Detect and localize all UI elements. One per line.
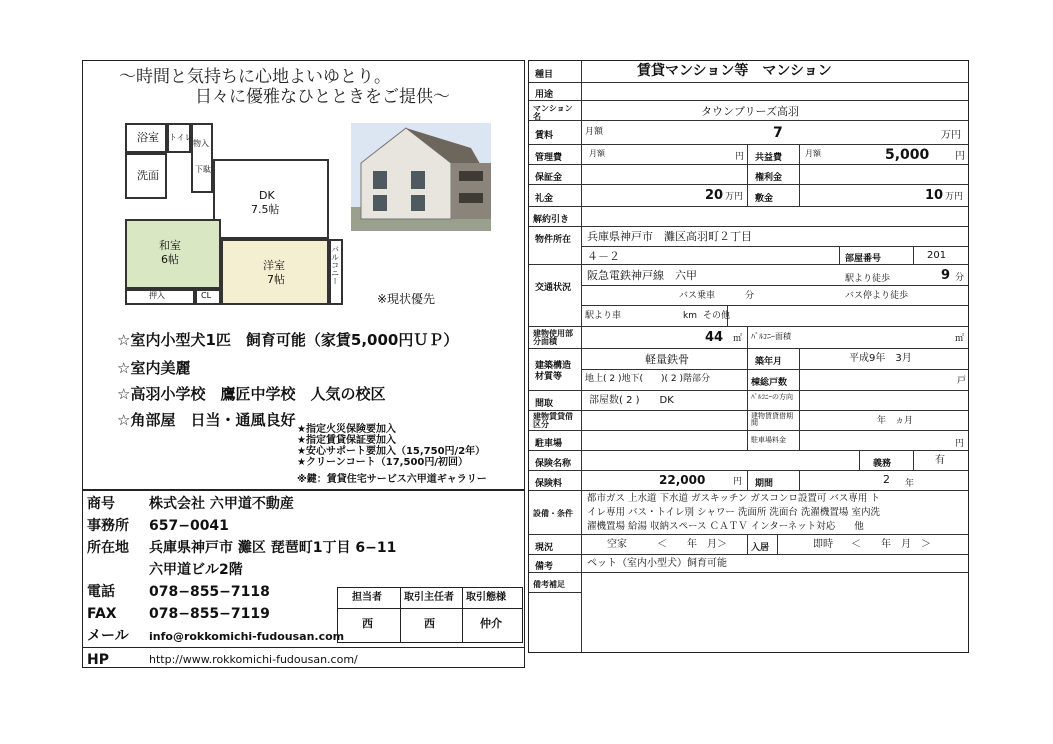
unit-shikikin: 万円 xyxy=(945,192,964,202)
value-equipment-2: イレ専用 バス・トイレ別 シャワー 洗面所 洗面台 洗濯機置場 室内洗 xyxy=(587,507,880,518)
label-equipment: 設備・条件 xyxy=(533,509,573,518)
label-supplement: 備考補足 xyxy=(533,580,565,589)
company-label-fax: FAX xyxy=(87,606,117,622)
unit-total-units: 戸 xyxy=(957,376,967,386)
plan-label-washitsu: 和室 xyxy=(159,239,181,252)
row-equipment xyxy=(529,491,968,535)
label-kanri: 管理費 xyxy=(535,153,563,163)
label-insurance-name: 保険名称 xyxy=(535,459,572,469)
plan-label-washroom: 洗面 xyxy=(137,169,159,182)
label-room: 部屋番号 xyxy=(845,254,882,264)
company-address: 兵庫県神戸市 灘区 琵琶町1丁目 6−11 xyxy=(149,540,397,556)
company-label-hp: HP xyxy=(87,652,109,668)
label-period: 期間 xyxy=(755,479,774,489)
row-youto xyxy=(529,83,968,101)
value-traffic: 阪急電鉄神戸線 六甲 xyxy=(587,269,697,282)
value-area: 44 xyxy=(705,330,724,345)
insurance-2: ★指定賃貸保証要加入 xyxy=(297,435,396,446)
label-rent: 賃料 xyxy=(535,131,554,141)
company-fax: 078−855−7119 xyxy=(149,606,270,622)
unit-area: ㎡ xyxy=(733,334,743,344)
row-status xyxy=(529,535,968,555)
row-reikin xyxy=(529,185,968,207)
row-supplement xyxy=(529,573,968,653)
label-walk: 駅より徒歩 xyxy=(845,274,891,284)
plan-label-cl: CL xyxy=(201,291,212,300)
unit-walk: 分 xyxy=(955,273,965,283)
company-building: 六甲道ビル2階 xyxy=(149,562,243,578)
label-built: 築年月 xyxy=(755,357,783,367)
company-name: 株式会社 六甲道不動産 xyxy=(149,496,294,512)
value-structure: 軽量鉄骨 xyxy=(645,353,689,366)
value-kyoeki: 5,000 xyxy=(885,147,930,163)
row-shumoku xyxy=(529,61,968,83)
value-move-date: ＜ 年 月 ＞ xyxy=(851,539,931,550)
feature-4: ☆角部屋 日当・通風良好 xyxy=(117,411,296,429)
company-mail-link[interactable]: info@rokkomichi-fudousan.com xyxy=(149,630,345,643)
label-km: km xyxy=(683,311,697,321)
label-structure: 建築構造材質等 xyxy=(535,361,572,382)
company-label-name: 商号 xyxy=(87,496,115,512)
staff-header-mode: 取引態様 xyxy=(466,592,506,603)
row-kaiyaku xyxy=(529,207,968,227)
value-status: 空家 xyxy=(607,539,627,550)
label-insurance-fee: 保険料 xyxy=(535,479,563,489)
promo-panel xyxy=(82,60,525,490)
plan-label-shoes: 下駄 xyxy=(195,165,211,174)
label-kyoeki-monthly: 月額 xyxy=(805,149,821,158)
label-hoshokin: 保証金 xyxy=(535,173,563,183)
value-floors: 地上( 2 )地下( )( 2 )階部分 xyxy=(585,374,710,384)
label-traffic: 交通状況 xyxy=(535,283,572,293)
value-rent: 7 xyxy=(773,125,783,141)
value-shumoku: 賃貸マンション等 マンション xyxy=(637,63,832,79)
plan-label-dk: DK xyxy=(259,189,275,202)
staff-mode: 仲介 xyxy=(480,617,502,630)
company-panel xyxy=(82,490,525,668)
label-kenrikin: 権利金 xyxy=(755,173,783,183)
label-address: 物件所在 xyxy=(535,235,572,245)
label-shumoku: 種目 xyxy=(535,70,554,80)
insurance-3: ★安心サポート要加入（15,750円/2年） xyxy=(297,446,486,457)
feature-1: ☆室内小型犬1匹 飼育可能（家賃5,000円ＵＰ） xyxy=(117,331,459,349)
row-fees xyxy=(529,145,968,165)
row-name xyxy=(529,101,968,121)
value-reikin: 20 xyxy=(705,188,724,203)
value-rent-period: 年 ヵ月 xyxy=(877,416,914,426)
value-name: タウンブリーズ高羽 xyxy=(701,105,800,118)
value-madori: 部屋数( 2 ) DK xyxy=(589,395,674,406)
label-bus-ride: バス乗車 xyxy=(679,291,716,301)
property-table xyxy=(528,60,969,653)
label-rent-monthly: 月額 xyxy=(585,127,604,137)
label-name: マンション名 xyxy=(533,104,573,121)
value-shikikin: 10 xyxy=(925,188,944,203)
catch-line-1: ～時間と気持ちに心地よいゆとり。 xyxy=(119,67,391,87)
row-insurance-name xyxy=(529,451,968,471)
catch-line-2: 日々に優雅なひとときをご提供～ xyxy=(195,87,450,107)
staff-chief: 西 xyxy=(424,617,435,630)
label-parking: 駐車場 xyxy=(535,439,563,449)
label-remarks: 備考 xyxy=(535,562,554,572)
plan-label-dk-size: 7.5帖 xyxy=(251,203,280,216)
label-kaiyaku: 解約引き xyxy=(533,215,570,225)
value-obligation: 有 xyxy=(935,455,945,466)
value-room: 201 xyxy=(927,250,947,261)
label-balcony-direction: ﾊﾞﾙｺﾆｰの方向 xyxy=(751,393,793,401)
unit-rent: 万円 xyxy=(941,130,961,141)
value-address-2: ４－２ xyxy=(587,250,620,263)
feature-2: ☆室内美麗 xyxy=(117,359,191,377)
company-postcode: 657−0041 xyxy=(149,518,229,534)
value-equipment-1: 都市ガス 上水道 下水道 ガスキッチン ガスコンロ設置可 バス専用 ト xyxy=(587,493,880,504)
value-address-1: 兵庫県神戸市 灘区高羽町２丁目 xyxy=(587,230,752,243)
value-remarks: ペット（室内小型犬）飼育可能 xyxy=(587,558,727,569)
company-label-address: 所在地 xyxy=(87,540,129,556)
value-period: 2 xyxy=(883,473,890,486)
label-kanri-monthly: 月額 xyxy=(589,149,605,158)
value-built: 平成9年 3月 xyxy=(849,353,912,364)
key-note: ※鍵：賃貸住宅サービス六甲道ギャラリー xyxy=(297,474,487,485)
label-total-units: 棟総戸数 xyxy=(751,378,788,388)
label-madori: 間取 xyxy=(535,399,554,409)
label-other: その他 xyxy=(703,311,731,321)
company-tel: 078−855−7118 xyxy=(149,584,270,600)
value-move: 即時 xyxy=(813,539,833,550)
row-structure xyxy=(529,349,968,391)
row-address xyxy=(529,227,968,265)
label-station-car: 駅より車 xyxy=(585,311,622,321)
company-label-mail: メール xyxy=(87,628,129,644)
unit-reikin: 万円 xyxy=(725,192,744,202)
label-reikin: 礼金 xyxy=(535,194,554,204)
label-bus-min: 分 xyxy=(745,291,755,301)
row-area xyxy=(529,327,968,349)
company-label-office: 事務所 xyxy=(87,518,129,534)
staff-person: 西 xyxy=(362,617,373,630)
current-state-note: ※現状優先 xyxy=(377,292,436,306)
staff-header-chief: 取引主任者 xyxy=(404,592,454,603)
plan-label-balcony: バルコニー xyxy=(330,245,340,285)
label-kyoeki: 共益費 xyxy=(755,153,783,163)
unit-insurance-fee: 円 xyxy=(733,477,743,487)
row-parking xyxy=(529,431,968,451)
row-lease xyxy=(529,411,968,431)
unit-kyoeki: 円 xyxy=(955,151,965,162)
floor-plan xyxy=(123,119,340,309)
label-area: 建物使用部分面積 xyxy=(533,329,573,346)
value-equipment-3: 濯機置場 給湯 収納スペース ＣＡＴＶ インターネット対応 他 xyxy=(587,521,864,532)
plan-label-bath: 浴室 xyxy=(137,131,159,144)
row-madori xyxy=(529,391,968,411)
value-status-date: ＜ 年 月＞ xyxy=(657,539,727,550)
unit-balcony-area: ㎡ xyxy=(955,334,965,344)
building-photo xyxy=(351,123,491,231)
company-label-tel: 電話 xyxy=(87,584,115,600)
plan-label-oshiire: 押入 xyxy=(149,291,165,300)
label-shikikin: 敷金 xyxy=(755,194,774,204)
plan-label-washitsu-size: 6帖 xyxy=(161,253,179,266)
staff-header-person: 担当者 xyxy=(352,592,382,603)
row-insurance-fee xyxy=(529,471,968,491)
insurance-4: ★クリーンコート（17,500円/初回） xyxy=(297,457,469,468)
row-remarks xyxy=(529,555,968,573)
label-obligation: 義務 xyxy=(873,459,892,469)
row-rent xyxy=(529,121,968,145)
label-balcony-area: ﾊﾞﾙｺﾆｰ面積 xyxy=(751,332,791,341)
plan-label-youshitsu: 洋室 xyxy=(263,259,285,272)
label-move: 入居 xyxy=(751,543,770,553)
feature-3: ☆高羽小学校 鷹匠中学校 人気の校区 xyxy=(117,385,386,403)
company-hp-link[interactable]: http://www.rokkomichi-fudousan.com/ xyxy=(149,653,358,666)
unit-parking-fee: 円 xyxy=(955,439,965,449)
unit-kanri: 円 xyxy=(735,152,745,162)
plan-label-youshitsu-size: 7帖 xyxy=(267,273,285,286)
label-status: 現況 xyxy=(535,543,554,553)
row-traffic xyxy=(529,265,968,327)
label-youto: 用途 xyxy=(535,90,554,100)
label-bus-walk: バス停より徒歩 xyxy=(845,291,909,301)
plan-label-closet-top: 物入 xyxy=(193,139,209,148)
label-rent-period: 建物賃貸借期間 xyxy=(751,412,793,427)
label-rent-type: 建物賃貸借区分 xyxy=(533,412,573,429)
insurance-1: ★指定火災保険要加入 xyxy=(297,424,396,435)
label-parking-fee: 駐車場料金 xyxy=(751,436,786,444)
staff-table xyxy=(337,587,523,643)
plan-label-toilet: トイレ xyxy=(169,133,193,142)
value-insurance-fee: 22,000 xyxy=(659,473,706,487)
row-deposit xyxy=(529,165,968,185)
unit-period: 年 xyxy=(905,479,915,489)
plan-closet-top xyxy=(191,123,213,193)
value-walk: 9 xyxy=(941,268,951,283)
